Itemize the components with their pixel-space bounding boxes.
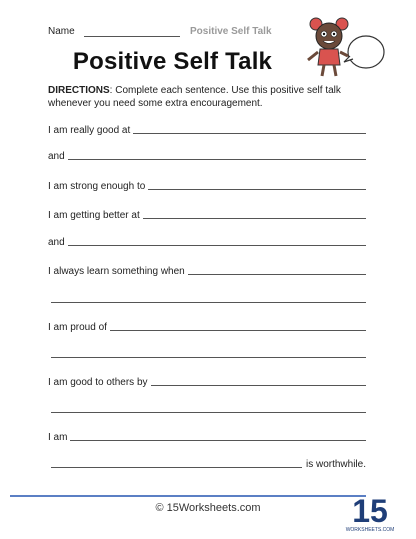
prompt-row [48, 291, 366, 305]
name-label: Name [48, 26, 75, 37]
logo-text: WORKSHEETS.COM [345, 527, 395, 533]
answer-line[interactable] [51, 412, 366, 413]
worksheet-title: Positive Self Talk [72, 48, 273, 75]
footer-divider [10, 495, 366, 497]
answer-line[interactable] [133, 133, 366, 134]
answer-line[interactable] [70, 440, 366, 441]
answer-line[interactable] [151, 385, 366, 386]
prompt-row [48, 148, 366, 162]
answer-line[interactable] [143, 218, 366, 219]
directions-label: DIRECTIONS [48, 85, 110, 96]
prompt-row [48, 263, 366, 277]
answer-line[interactable] [148, 189, 366, 190]
prompt-text: I always learn something when [48, 266, 185, 277]
footer-copyright: © 15Worksheets.com [155, 502, 261, 514]
prompt-row [48, 234, 366, 248]
prompt-text: I am strong enough to [48, 181, 146, 192]
answer-line[interactable] [68, 245, 366, 246]
prompt-row [48, 456, 366, 470]
prompt-text: I am proud of [48, 322, 107, 333]
prompt-text: I am getting better at [48, 210, 140, 221]
prompt-row [48, 319, 366, 333]
prompt-row [48, 401, 366, 415]
header-title: Positive Self Talk [190, 26, 272, 37]
prompt-row [48, 178, 366, 192]
prompt-text: and [48, 151, 65, 162]
prompt-row [48, 429, 366, 443]
directions [48, 84, 373, 110]
directions-text: : Complete each sentence. Use this positive self talk whenever you need some extra encouragement. [48, 85, 341, 109]
logo-number: 15 [352, 493, 388, 529]
answer-line[interactable] [51, 357, 366, 358]
answer-line[interactable] [188, 274, 366, 275]
answer-line[interactable] [51, 302, 366, 303]
worksheets-logo [345, 490, 395, 534]
answer-line[interactable] [110, 330, 366, 331]
prompt-text: I am [48, 432, 68, 443]
prompt-row [48, 374, 366, 388]
prompt-text: I am really good at [48, 125, 131, 136]
prompt-suffix: is worthwhile. [305, 459, 366, 470]
prompt-text: I am good to others by [48, 377, 148, 388]
prompt-row [48, 207, 366, 221]
name-field[interactable] [84, 36, 180, 37]
prompt-text: and [48, 237, 65, 248]
answer-line[interactable] [68, 159, 366, 160]
prompt-row [48, 346, 366, 360]
prompt-row [48, 122, 366, 136]
answer-line[interactable] [51, 467, 302, 468]
